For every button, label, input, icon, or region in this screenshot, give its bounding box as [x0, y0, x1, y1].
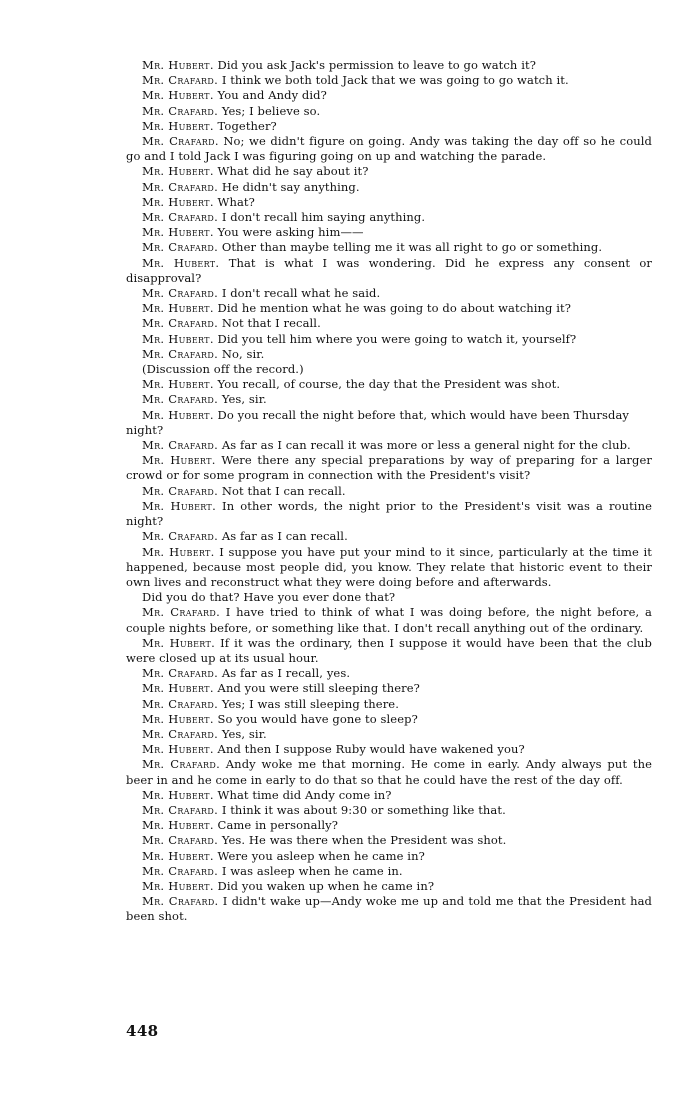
speaker-name: Mr. Hubert. [142, 164, 214, 179]
speech-text: Came in personally? [217, 818, 338, 833]
speaker-name: Mr. Crafard. [142, 210, 219, 225]
speech-text: Did he mention what he was going to do about watching it? [217, 301, 572, 316]
transcript-paragraph [126, 210, 652, 225]
speaker-name: Mr. Hubert. [142, 453, 216, 468]
speaker-name: Mr. Hubert. [142, 848, 214, 863]
speaker-name: Mr. Crafard. [142, 103, 219, 118]
transcript-paragraph [126, 803, 652, 818]
page-number: 448 [126, 1022, 159, 1040]
speech-text: No, sir. [221, 346, 265, 361]
transcript-paragraph [126, 818, 652, 833]
transcript-paragraph [126, 301, 652, 316]
speech-text: I don't recall what he said. [221, 286, 381, 301]
transcript-paragraph [126, 408, 652, 438]
speech-text: (Discussion off the record.) [142, 362, 304, 377]
speech-text: Were there any special preparations by way of preparing for a larger crowd or for some program in connection with the President's visit? [126, 453, 652, 483]
speech-text: As far as I can recall. [221, 529, 348, 544]
speaker-name: Mr. Hubert. [142, 331, 214, 346]
speech-text: Yes; I believe so. [221, 103, 321, 118]
speech-text: I was asleep when he came in. [221, 863, 403, 878]
speech-text: Not that I recall. [221, 316, 321, 331]
transcript-paragraph [126, 529, 652, 544]
transcript-paragraph [126, 73, 652, 88]
transcript-paragraph [126, 788, 652, 803]
transcript-paragraph [126, 590, 652, 605]
speaker-name: Mr. Crafard. [142, 529, 219, 544]
speaker-name: Mr. Crafard. [142, 134, 219, 149]
speaker-name: Mr. Crafard. [142, 696, 219, 711]
speaker-name: Mr. Hubert. [142, 255, 220, 270]
transcript-paragraph [126, 727, 652, 742]
speech-text: No; we didn't figure on going. Andy was taking the day off so he could go and I told Jack I was figuring going on up and watching the parade. [126, 134, 652, 164]
speaker-name: Mr. Crafard. [142, 726, 219, 741]
transcript-paragraph [126, 256, 652, 286]
speaker-name: Mr. Hubert. [142, 742, 214, 757]
speaker-name: Mr. Hubert. [142, 407, 214, 422]
transcript-paragraph [126, 180, 652, 195]
speech-text: Yes; I was still sleeping there. [221, 696, 399, 711]
speaker-name: Mr. Hubert. [142, 118, 214, 133]
transcript-paragraph [126, 605, 652, 635]
transcript-paragraph [126, 58, 652, 73]
speech-text: What? [217, 194, 255, 209]
speaker-name: Mr. Crafard. [142, 240, 219, 255]
transcript-paragraph [126, 712, 652, 727]
transcript-paragraph [126, 134, 652, 164]
speech-text: And you were still sleeping there? [217, 681, 420, 696]
speaker-name: Mr. Crafard. [142, 438, 219, 453]
speaker-name: Mr. Hubert. [142, 58, 214, 72]
speaker-name: Mr. Hubert. [142, 681, 214, 696]
speech-text: He didn't say anything. [221, 179, 360, 194]
speech-text: I don't recall him saying anything. [221, 210, 426, 225]
speaker-name: Mr. Hubert. [142, 878, 214, 893]
speaker-name: Mr. Crafard. [142, 833, 219, 848]
transcript-paragraph [126, 453, 652, 483]
speaker-name: Mr. Hubert. [142, 544, 215, 559]
transcript-paragraph [126, 164, 652, 179]
speaker-name: Mr. Crafard. [142, 316, 219, 331]
speaker-name: Mr. Crafard. [142, 894, 219, 909]
speech-text: I think it was about 9:30 or something like that. [221, 802, 506, 817]
transcript-paragraph [126, 894, 652, 924]
speech-text: Andy woke me that morning. He come in early. Andy always put the beer in and he come in early to do that so that he could have the rest of the day off. [126, 757, 652, 787]
speaker-name: Mr. Hubert. [142, 635, 216, 650]
speech-text: Were you asleep when he came in? [217, 848, 425, 863]
speaker-name: Mr. Crafard. [142, 286, 219, 301]
speech-text: As far as I can recall it was more or less a general night for the club. [221, 438, 631, 453]
speaker-name: Mr. Crafard. [142, 863, 219, 878]
transcript-paragraph [126, 849, 652, 864]
transcript-paragraph [126, 119, 652, 134]
transcript-paragraph [126, 240, 652, 255]
speech-text: What did he say about it? [217, 164, 369, 179]
speech-text: As far as I recall, yes. [221, 666, 351, 681]
transcript-paragraph [126, 195, 652, 210]
speech-text: Did you tell him where you were going to watch it, yourself? [217, 331, 577, 346]
speaker-name: Mr. Hubert. [142, 88, 214, 103]
speaker-name: Mr. Hubert. [142, 787, 214, 802]
transcript-paragraph [126, 697, 652, 712]
speech-text: You and Andy did? [217, 88, 327, 103]
transcript-paragraph [126, 666, 652, 681]
transcript-paragraph [126, 362, 652, 377]
speaker-name: Mr. Hubert. [142, 194, 214, 209]
testimony-page-body [126, 58, 652, 925]
speech-text: You were asking him—— [217, 225, 364, 240]
speech-text: Do you recall the night before that, which would have been Thursday night? [126, 407, 630, 437]
speaker-name: Mr. Crafard. [142, 605, 221, 620]
transcript-paragraph [126, 484, 652, 499]
speech-text: Yes, sir. [221, 726, 267, 741]
speech-text: Yes, sir. [221, 392, 267, 407]
speech-text: Not that I can recall. [221, 483, 346, 498]
speaker-name: Mr. Crafard. [142, 179, 219, 194]
speaker-name: Mr. Crafard. [142, 392, 219, 407]
transcript-paragraph [126, 316, 652, 331]
transcript-paragraph [126, 286, 652, 301]
speaker-name: Mr. Hubert. [142, 818, 214, 833]
speaker-name: Mr. Crafard. [142, 757, 221, 772]
speech-text: I think we both told Jack that we was going to go watch it. [221, 73, 569, 88]
transcript-paragraph [126, 499, 652, 529]
speaker-name: Mr. Crafard. [142, 666, 219, 681]
speech-text: Did you ask Jack's permission to leave to go watch it? [217, 58, 536, 72]
speech-text: If it was the ordinary, then I suppose it would have been that the club were closed up at its usual hour. [126, 635, 652, 665]
transcript-paragraph [126, 377, 652, 392]
transcript-paragraph [126, 332, 652, 347]
speech-text: Together? [217, 118, 277, 133]
speaker-name: Mr. Crafard. [142, 346, 219, 361]
speaker-name: Mr. Hubert. [142, 225, 214, 240]
transcript-paragraph [126, 742, 652, 757]
speaker-name: Mr. Hubert. [142, 498, 217, 513]
speaker-name: Mr. Crafard. [142, 802, 219, 817]
speech-text: You recall, of course, the day that the President was shot. [217, 377, 561, 392]
speech-text: I didn't wake up—Andy woke me up and told me that the President had been shot. [126, 894, 652, 924]
transcript-paragraph [126, 225, 652, 240]
speaker-name: Mr. Hubert. [142, 301, 214, 316]
speech-text: Did you do that? Have you ever done that? [142, 590, 396, 605]
speech-text: And then I suppose Ruby would have wakened you? [217, 742, 525, 757]
speech-text: Other than maybe telling me it was all right to go or something. [221, 240, 603, 255]
speech-text: What time did Andy come in? [217, 787, 392, 802]
transcript-paragraph [126, 833, 652, 848]
speaker-name: Mr. Crafard. [142, 483, 219, 498]
speech-text: Yes. He was there when the President was shot. [221, 833, 507, 848]
speech-text: In other words, the night prior to the President's visit was a routine night? [126, 498, 652, 529]
speaker-name: Mr. Hubert. [142, 377, 214, 392]
speech-text: So you would have gone to sleep? [217, 711, 418, 726]
transcript-paragraph [126, 347, 652, 362]
speech-text: Did you waken up when he came in? [217, 878, 435, 893]
speaker-name: Mr. Hubert. [142, 711, 214, 726]
speech-text: I suppose you have put your mind to it since, particularly at the time it happened, because most people did, you know. They relate that historic event to their own lives and reconstruct what they were doing before and afterwards. [126, 544, 652, 589]
transcript-paragraph [126, 88, 652, 103]
transcript-paragraph [126, 864, 652, 879]
speech-text: I have tried to think of what I was doing before, the night before, a couple nights before, or something like that. I don't recall anything out of the ordinary. [126, 605, 652, 635]
speaker-name: Mr. Crafard. [142, 73, 219, 88]
transcript-paragraph [126, 879, 652, 894]
transcript-paragraph [126, 545, 652, 591]
transcript-paragraph [126, 438, 652, 453]
transcript-paragraph [126, 636, 652, 666]
speech-text: That is what I was wondering. Did he express any consent or disapproval? [126, 255, 652, 285]
transcript-paragraph [126, 392, 652, 407]
transcript-paragraph [126, 104, 652, 119]
transcript-paragraph [126, 757, 652, 787]
transcript-paragraph [126, 681, 652, 696]
